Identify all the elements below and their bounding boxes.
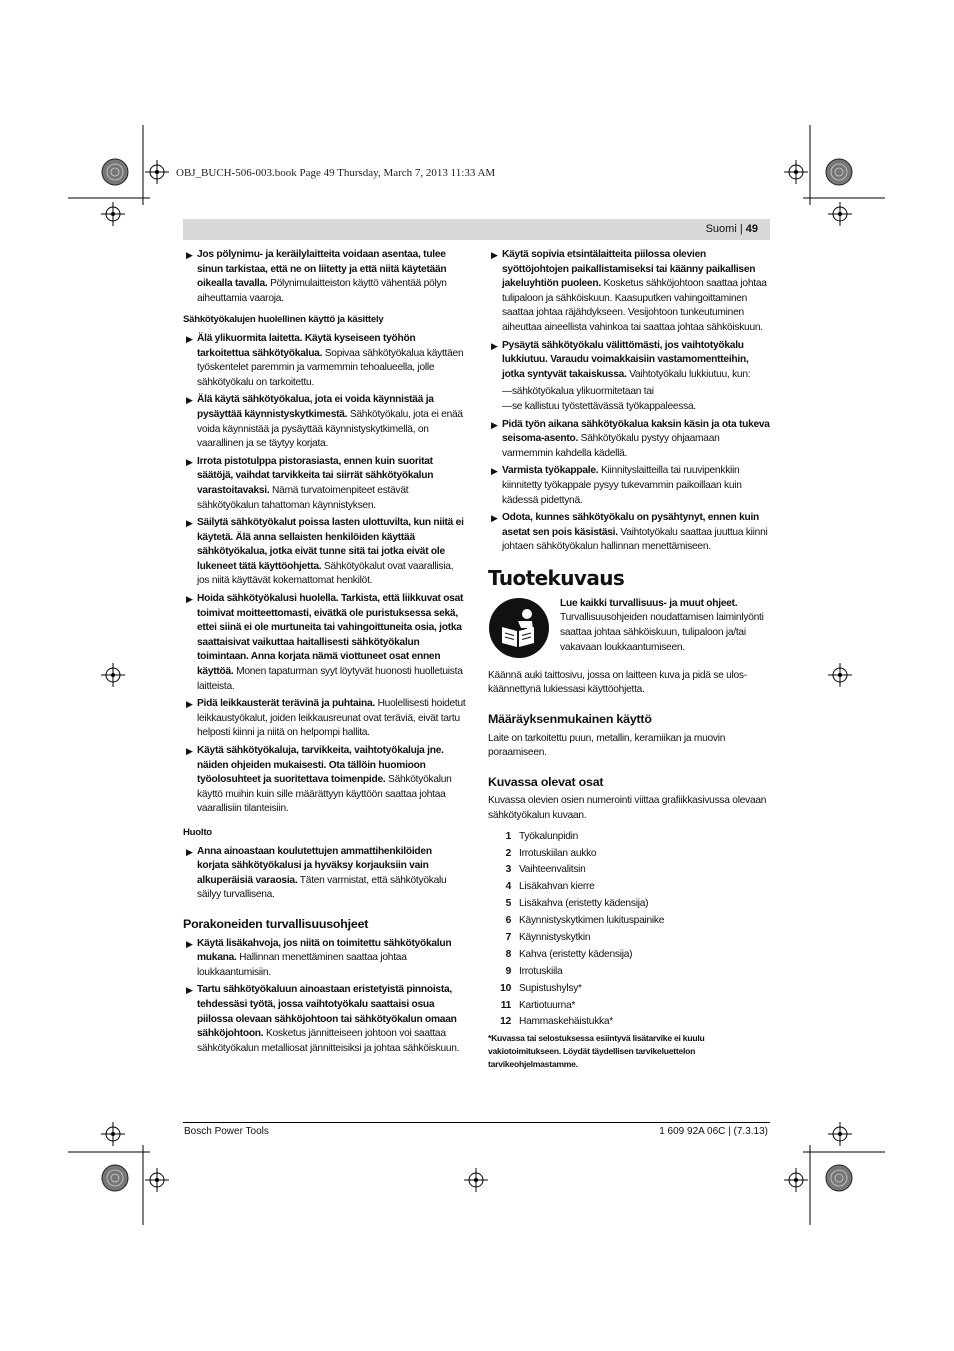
bullet-item (488, 511, 770, 555)
part-item (488, 830, 770, 845)
bullet-text: Sähkötyökalu pystyy ohjaamaan varmemmin kahdella kädellä. (502, 433, 720, 459)
part-item (488, 948, 770, 963)
part-label: Työkalunpidin (519, 830, 579, 842)
header-separator: | (739, 223, 743, 235)
bullet-item (183, 332, 466, 390)
bullet-text: Monen tapaturman syyt löytyvät huonosti huolletuista laitteista. (197, 666, 463, 692)
bullet-bold: Varmista työkappale. (502, 465, 599, 477)
bullet-item (183, 455, 466, 513)
left-column (183, 248, 466, 1059)
bullet-text: Vaihtotyökalu saattaa juuttua kiinni johtaen sähkötyökalun hallinnan menettämiseen. (502, 526, 768, 553)
bullet-text: Huolellisesti hoidetut leikkaustyökalut, joiden leikkausreunat ovat teräviä, eivät tartu helposti kiinni ja niitä on helpompi hallita. (197, 698, 466, 739)
bullet-arrow-icon: ▶ (491, 419, 498, 430)
right-column (488, 248, 770, 1070)
bullet-text: Kosketus jännitteiseen johtoon voi saattaa sähkötyökalun metalliosat jännitteisiksi ja johtaa sähköiskuun. (197, 1028, 460, 1054)
section-title-drill-safety: Porakoneiden turvallisuusohjeet (183, 916, 369, 931)
bullet-bold: Anna ainoastaan koulutettujen ammattihenkilöiden korjata sähkötyökalusi ja hyväksy korjauksiin vain alkuperäisiä varaosia. (197, 845, 432, 886)
intended-use-title: Määräyksenmukainen käyttö (488, 712, 652, 727)
bullet-arrow-icon: ▶ (491, 513, 498, 524)
part-item (488, 1015, 770, 1030)
page-number: 49 (745, 223, 758, 235)
bullet-item (488, 464, 770, 508)
bullet-bold: Tartu sähkötyökaluun ainoastaan eristetyistä pinnoista, tehdessäsi työtä, jossa vaihtotyökalu saattaisi osua piilossa olevaan sähköjohtoon tai sähkötyökalun omaan sähköjohtoon. (197, 984, 457, 1040)
bullet-item (183, 845, 466, 903)
part-label: Hammaskehäistukka* (519, 1016, 614, 1028)
bullet-text: Kiinnityslaitteilla tai ruuvipenkkiin kiinnitetty työkappale pysyy tukevammin paikoillaan kuin kädessä pidettynä. (502, 465, 742, 506)
parts-title: Kuvassa olevat osat (488, 774, 604, 789)
part-item (488, 982, 770, 997)
read-manual-icon (488, 597, 550, 659)
part-number: 2 (505, 847, 511, 859)
part-item (488, 931, 770, 946)
bullet-arrow-icon: ▶ (186, 985, 193, 996)
bullet-text: Nämä turvatoimenpiteet estävät sähkötyökalun tahattoman käynnistyksen. (197, 484, 409, 511)
bullet-item (183, 937, 466, 981)
bullet-bold: Hoida sähkötyökalusi huolella. Tarkista, että liikkuvat osat toimivat moitteettomasti, eivätkä ole puristuksessa sekä, ettei siinä ei ole murtuneita tai vahingoittuneita osia, jotka saattaisivat vaikuttaa haitallisesti sähkötyökalun toimintaan. Anna korjata nämä viottuneet osat ennen käyttöä. (197, 593, 464, 678)
product-description-title: Tuotekuvaus (488, 565, 625, 590)
part-item (488, 999, 770, 1014)
bullet-text: Täten varmistat, että sähkötyökalu säilyy turvallisena. (197, 874, 447, 901)
part-item (488, 965, 770, 980)
section-title-service: Huolto (183, 826, 212, 838)
bullet-bold: Pidä työn aikana sähkötyökalua kaksin käsin ja ota tukeva seisoma-asento. (502, 418, 770, 445)
bullet-bold: Säilytä sähkötyökalut poissa lasten ulottuvilta, kun niitä ei käytetä. Älä anna sellaisten henkilöiden käyttää sähkötyökalua, jotka eivät tunne sitä tai jotka eivät ole lukeneet tätä käyttöohjetta. (197, 517, 464, 572)
bullet-text: Vaihtotyökalu lukkiutuu, kun: (626, 368, 751, 380)
bullet-arrow-icon: ▶ (186, 456, 193, 467)
part-label: Kahva (eristetty kädensija) (519, 948, 633, 960)
bullet-item (488, 418, 770, 462)
page-header (183, 219, 770, 240)
part-number: 6 (505, 915, 511, 927)
bullet-arrow-icon: ▶ (186, 938, 193, 949)
bullet-list-careful-use (183, 332, 466, 817)
part-number: 12 (500, 1016, 511, 1028)
bullet-arrow-icon: ▶ (491, 466, 498, 477)
bullet-item (183, 516, 466, 589)
footnote: *Kuvassa tai selostuksessa esiintyvä lisätarvike ei kuulu vakiotoimitukseen. Löydät täydellisen tarvikeluettelon tarvikeohjelmastamme. (488, 1033, 705, 1069)
bullet-item (488, 339, 770, 383)
bullet-text: Sähkötyökalut ovat vaarallisia, jos niitä käyttävät kokemattomat henkilöt. (197, 560, 454, 587)
bullet-arrow-icon: ▶ (491, 340, 498, 351)
bullet-arrow-icon: ▶ (186, 250, 193, 260)
safety-note-text (560, 597, 770, 655)
bullet-arrow-icon: ▶ (186, 746, 193, 756)
bullet-item (488, 248, 770, 336)
bullet-item (183, 592, 466, 694)
part-label: Käynnistyskytkimen lukituspainike (519, 915, 665, 927)
parts-intro: Kuvassa olevien osien numerointi viittaa grafiikkasivussa olevaan sähkötyökalun kuvaan. (488, 795, 767, 822)
bullet-list-drill-safety (183, 937, 466, 1057)
part-label: Käynnistyskytkin (519, 931, 591, 943)
footer-rule (183, 1122, 770, 1123)
part-label: Lisäkahva (eristetty kädensija) (519, 898, 649, 910)
part-item (488, 847, 770, 862)
bullet-text: Sopivaa sähkötyökalua käyttäen työskentelet paremmin ja varmemmin tehoalueella, jolle sähkötyökalu on tarkoitettu. (197, 347, 464, 388)
part-number: 3 (505, 864, 511, 876)
bullet-bold: Käytä lisäkahvoja, jos niitä on toimitettu sähkötyökalun mukana. (197, 937, 452, 964)
part-item (488, 880, 770, 895)
part-number: 9 (505, 965, 511, 977)
bullet-bold: Käytä sopivia etsintälaitteita piilossa olevien syöttöjohtojen paikallistamiseksi tai käänny paikallisen jakeluyhtiön puoleen. (502, 249, 756, 290)
bullet-list-service (183, 845, 466, 903)
bullet-bold: Pidä leikkausterät terävinä ja puhtaina. (197, 698, 375, 710)
section-title-careful-use: Sähkötyökalujen huolellinen käyttö ja käsittely (183, 314, 384, 326)
bullet-text: Pölynimulaitteiston käyttö vähentää pölyn aiheuttamia vaaroja. (197, 278, 447, 304)
part-number: 11 (500, 999, 511, 1011)
bullet-text: Kosketus sähköjohtoon saattaa johtaa tulipaloon ja sähköiskuun. Kaasuputken vahingoittaminen saattaa johtaa räjähdykseen. Vesijohtoon tunkeutuminen aiheuttaa aineellista vahinkoa tai saattaa johtaa sähköiskuun. (502, 278, 767, 333)
bullet-arrow-icon: ▶ (186, 699, 193, 710)
part-number: 8 (505, 948, 511, 960)
intro-bullet (183, 248, 466, 306)
part-number: 1 (505, 830, 511, 842)
bullet-list-top (488, 248, 770, 382)
footer-docnumber: 1 609 92A 06C | (7.3.13) (659, 1126, 768, 1137)
bullet-bold: Odota, kunnes sähkötyökalu on pysähtynyt, ennen kuin asetat sen pois käsistäsi. (502, 512, 760, 538)
footer-brand: Bosch Power Tools (184, 1126, 269, 1137)
dash-item: —sähkötyökalua ylikuormitetaan tai (502, 386, 654, 398)
dash-item: —se kallistuu työstettävässä työkappaleessa. (502, 400, 696, 412)
part-number: 10 (500, 982, 511, 994)
bullet-bold: Älä käytä sähkötyökalua, jota ei voida käynnistää ja pysäyttää käynnistyskytkimestä. (197, 394, 434, 420)
part-label: Vaihteenvalitsin (519, 864, 586, 876)
bullet-arrow-icon: ▶ (186, 518, 193, 529)
bullet-text: Sähkötyökalun käyttö muihin kuin sille määrättyyn käyttöön saattaa johtaa vaarallisiin tilanteisiin. (197, 774, 452, 815)
safety-note (488, 597, 770, 659)
bullet-bold: Pysäytä sähkötyökalu välittömästi, jos vaihtotyökalu lukkiutuu. Varaudu voimakkaisiin vastamomentteihin, jotka syntyvät takaiskussa. (502, 339, 749, 380)
dash-list (488, 385, 770, 414)
bullet-item (183, 983, 466, 1056)
bullet-bold: Käytä sähkötyökaluja, tarvikkeita, vaihtotyökaluja jne. näiden ohjeiden mukaisesti. Ota tällöin huomioon työolosuhteet ja suoritettava toimenpide. (197, 745, 444, 786)
safety-note-bold: Lue kaikki turvallisuus- ja muut ohjeet. (560, 597, 738, 609)
part-label: Irrotuskiilan aukko (519, 847, 597, 859)
print-info: OBJ_BUCH-506-003.book Page 49 Thursday, March 7, 2013 11:33 AM (176, 167, 496, 179)
bullet-text: Hallinnan menettäminen saattaa johtaa loukkaantumisiin. (197, 952, 407, 978)
part-item (488, 863, 770, 878)
intended-use-text: Laite on tarkoitettu puun, metallin, keramiikan ja muovin poraamiseen. (488, 732, 726, 759)
part-item (488, 914, 770, 929)
part-item (488, 897, 770, 912)
header-language: Suomi (705, 223, 737, 235)
part-label: Irrotuskiila (519, 965, 563, 977)
bullet-arrow-icon: ▶ (186, 333, 193, 344)
part-number: 7 (505, 931, 511, 943)
bullet-arrow-icon: ▶ (186, 594, 193, 605)
bullet-bold: Älä ylikuormita laitetta. Käytä kyseiseen työhön tarkoitettua sähkötyökalua. (197, 332, 416, 359)
bullet-bold: Jos pölynimu- ja keräilylaitteita voidaan asentaa, tulee sinun tarkistaa, että ne on liitetty ja että niitä käytetään oikealla tavalla. (197, 249, 447, 290)
bullet-arrow-icon: ▶ (186, 395, 193, 406)
part-label: Supistushylsy* (519, 982, 582, 994)
part-label: Lisäkahvan kierre (519, 881, 595, 893)
bullet-list-bottom (488, 418, 770, 555)
bullet-arrow-icon: ▶ (186, 846, 193, 857)
bullet-text: Sähkötyökalu, jota ei enää voida käynnistää ja pysäyttää käynnistyskytkimellä, on vaarallinen ja se täytyy korjata. (197, 408, 463, 450)
fold-note: Käännä auki taittosivu, jossa on laitteen kuva ja pidä se ulos-käännettynä lukiessasi käyttöohjetta. (488, 669, 747, 696)
bullet-arrow-icon: ▶ (491, 250, 498, 260)
safety-note-body: Turvallisuusohjeiden noudattamisen laiminlyönti saattaa johtaa sähköiskuun, tulipaloon ja/tai vakavaan loukkaantumiseen. (560, 612, 764, 653)
part-number: 5 (505, 898, 511, 910)
part-number: 4 (505, 881, 511, 893)
bullet-item (183, 393, 466, 451)
parts-list (488, 830, 770, 1030)
bullet-item (183, 744, 466, 817)
part-label: Kartiotuurna* (519, 999, 576, 1011)
bullet-item (183, 697, 466, 741)
bullet-bold: Irrota pistotulppa pistorasiasta, ennen kuin suoritat säätöjä, vaihdat tarvikkeita tai siirrät sähkötyökalun varastoitavaksi. (197, 455, 434, 496)
